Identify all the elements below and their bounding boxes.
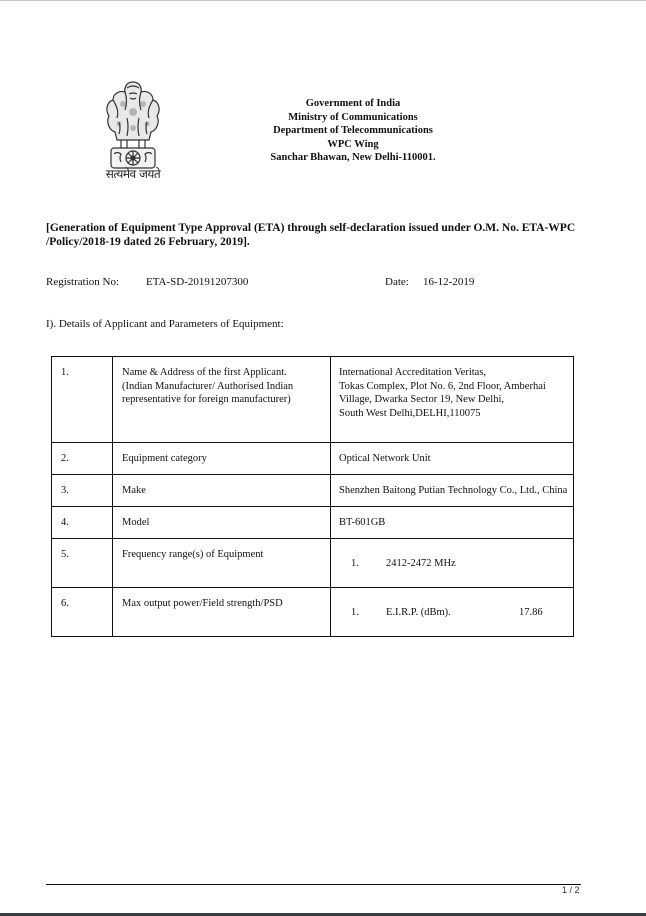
row-label: Make	[113, 475, 331, 507]
sub-item-number: 1.	[351, 558, 359, 569]
header-line-government: Government of India	[305, 98, 401, 109]
sub-item-value: 17.86	[519, 607, 543, 618]
emblem-motto: सत्यमेव जयते	[105, 167, 161, 181]
header-line-department: Department of Telecommunications	[273, 125, 433, 137]
row-value	[331, 539, 574, 588]
frequency-range-item	[339, 548, 573, 571]
footer-divider	[46, 884, 581, 885]
table-row	[52, 507, 574, 539]
row-label-line: Name & Address of the first Applicant.	[122, 367, 287, 378]
table-row	[52, 443, 574, 475]
row-label: Equipment category	[113, 443, 331, 475]
row-label-line: representative for foreign manufacturer)	[122, 394, 291, 406]
output-power-item	[339, 597, 573, 620]
table-row	[52, 588, 574, 637]
row-number: 5.	[52, 539, 113, 588]
row-number: 3.	[52, 475, 113, 507]
row-label: Max output power/Field strength/PSD	[113, 588, 331, 637]
row-label-line: (Indian Manufacturer/ Authorised Indian	[122, 380, 294, 392]
row-value: BT-601GB	[331, 507, 574, 539]
row-label: Model	[113, 507, 331, 539]
table-row	[52, 357, 574, 443]
row-number: 6.	[52, 588, 113, 637]
row-value: Optical Network Unit	[331, 443, 574, 475]
row-number: 1.	[52, 357, 113, 443]
equipment-details-table	[51, 356, 574, 637]
row-number: 2.	[52, 443, 113, 475]
date-label: Date:	[385, 276, 409, 288]
row-label: Frequency range(s) of Equipment	[113, 539, 331, 588]
registration-number-value: ETA-SD-20191207300	[146, 276, 249, 288]
sub-item-number: 1.	[351, 607, 359, 618]
table-row	[52, 539, 574, 588]
sub-item-text: 2412-2472 MHz	[386, 558, 456, 569]
row-value	[331, 588, 574, 637]
row-value-line: Village, Dwarka Sector 19, New Delhi,	[339, 394, 504, 406]
row-value	[331, 357, 574, 443]
issuing-authority-header	[258, 97, 448, 165]
row-value-line: South West Delhi,DELHI,110075	[339, 407, 481, 419]
sub-item-text: E.I.R.P. (dBm).	[386, 607, 451, 618]
row-label	[113, 357, 331, 443]
row-number: 4.	[52, 507, 113, 539]
row-value-line: Tokas Complex, Plot No. 6, 2nd Floor, Amberhai	[339, 380, 546, 392]
header-line-address: Sanchar Bhawan, New Delhi-110001.	[270, 152, 436, 164]
page-number: 1 / 2	[562, 885, 580, 895]
row-value: Shenzhen Baitong Putian Technology Co., Ltd., China	[331, 475, 574, 507]
row-value-line: International Accreditation Veritas,	[339, 367, 487, 378]
section-title: I). Details of Applicant and Parameters of Equipment:	[46, 318, 284, 330]
header-line-ministry: Ministry of Communications	[288, 111, 418, 123]
reference-statement: [Generation of Equipment Type Approval (ETA) through self-declaration issued under O.M. No. ETA-WPC /Policy/2018-19 dated 26 February, 2019].	[46, 222, 576, 248]
registration-number-label: Registration No:	[46, 276, 120, 288]
table-row	[52, 475, 574, 507]
header-line-wing: WPC Wing	[327, 138, 379, 150]
date-value: 16-12-2019	[423, 276, 475, 288]
viewer-top-border	[0, 0, 646, 1]
